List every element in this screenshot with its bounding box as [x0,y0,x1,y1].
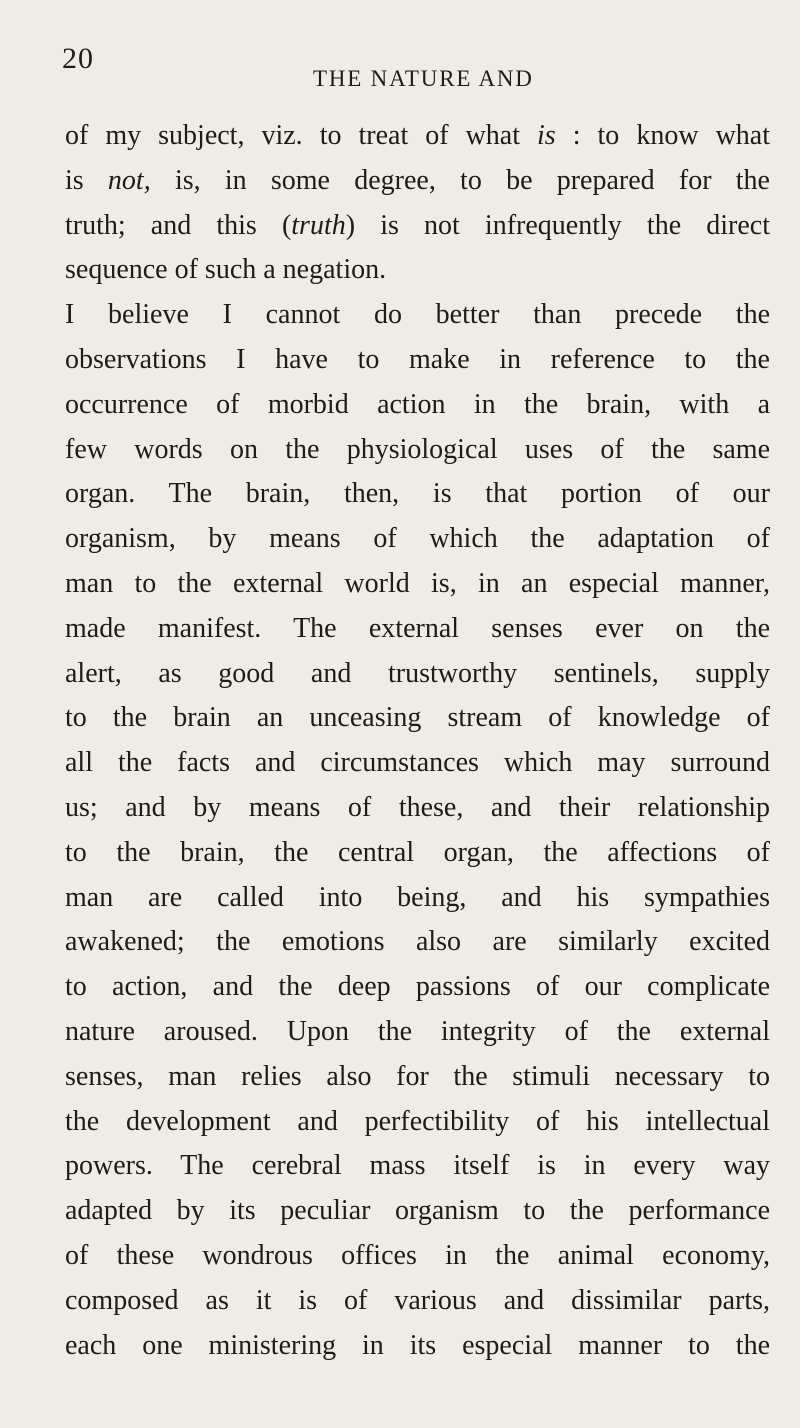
text-line: nature aroused. Upon the integrity of the external [65,1015,770,1047]
body-text [65,114,770,1368]
running-head: THE NATURE AND [313,66,534,91]
text-line: to action, and the deep passions of our complicate [65,971,770,1003]
text-line: man to the external world is, in an especial manner, [65,567,770,599]
text-line: occurrence of morbid action in the brain, with a [65,388,770,420]
text-line: made manifest. The external senses ever on the [65,612,770,644]
text-line: is not, is, in some degree, to be prepared for the [65,164,770,196]
text-line: senses, man relies also for the stimuli necessary to [65,1060,770,1092]
text-line: observations I have to make in reference to the [65,343,770,375]
text-line: of my subject, viz. to treat of what is : to know what [65,120,770,151]
page-number: 20 [62,42,94,75]
text-line: to the brain an unceasing stream of knowledge of [65,702,770,734]
text-line: all the facts and circumstances which may surround [65,747,770,779]
text-line: powers. The cerebral mass itself is in every way [65,1150,770,1182]
text-line: of these wondrous offices in the animal economy, [65,1239,770,1271]
text-line: adapted by its peculiar organism to the performance [65,1195,770,1227]
text-line: composed as it is of various and dissimilar parts, [65,1284,770,1316]
text-line: to the brain, the central organ, the affections of [65,836,770,868]
text-line: the development and perfectibility of his intellectual [65,1105,770,1137]
text-line: truth; and this (truth) is not infrequently the direct [65,209,770,241]
text-line: few words on the physiological uses of the same [65,433,770,465]
text-line: organ. The brain, then, is that portion of our [65,478,770,510]
text-line: alert, as good and trustworthy sentinels, supply [65,657,770,689]
text-line: us; and by means of these, and their relationship [65,791,770,823]
text-line: organism, by means of which the adaptation of [65,523,770,555]
text-line: each one ministering in its especial manner to the [65,1329,770,1361]
text-line: sequence of such a negation. [65,254,387,286]
text-line: I believe I cannot do better than precede the [65,299,770,331]
text-line: awakened; the emotions also are similarly excited [65,926,770,958]
text-line: man are called into being, and his sympathies [65,881,770,913]
